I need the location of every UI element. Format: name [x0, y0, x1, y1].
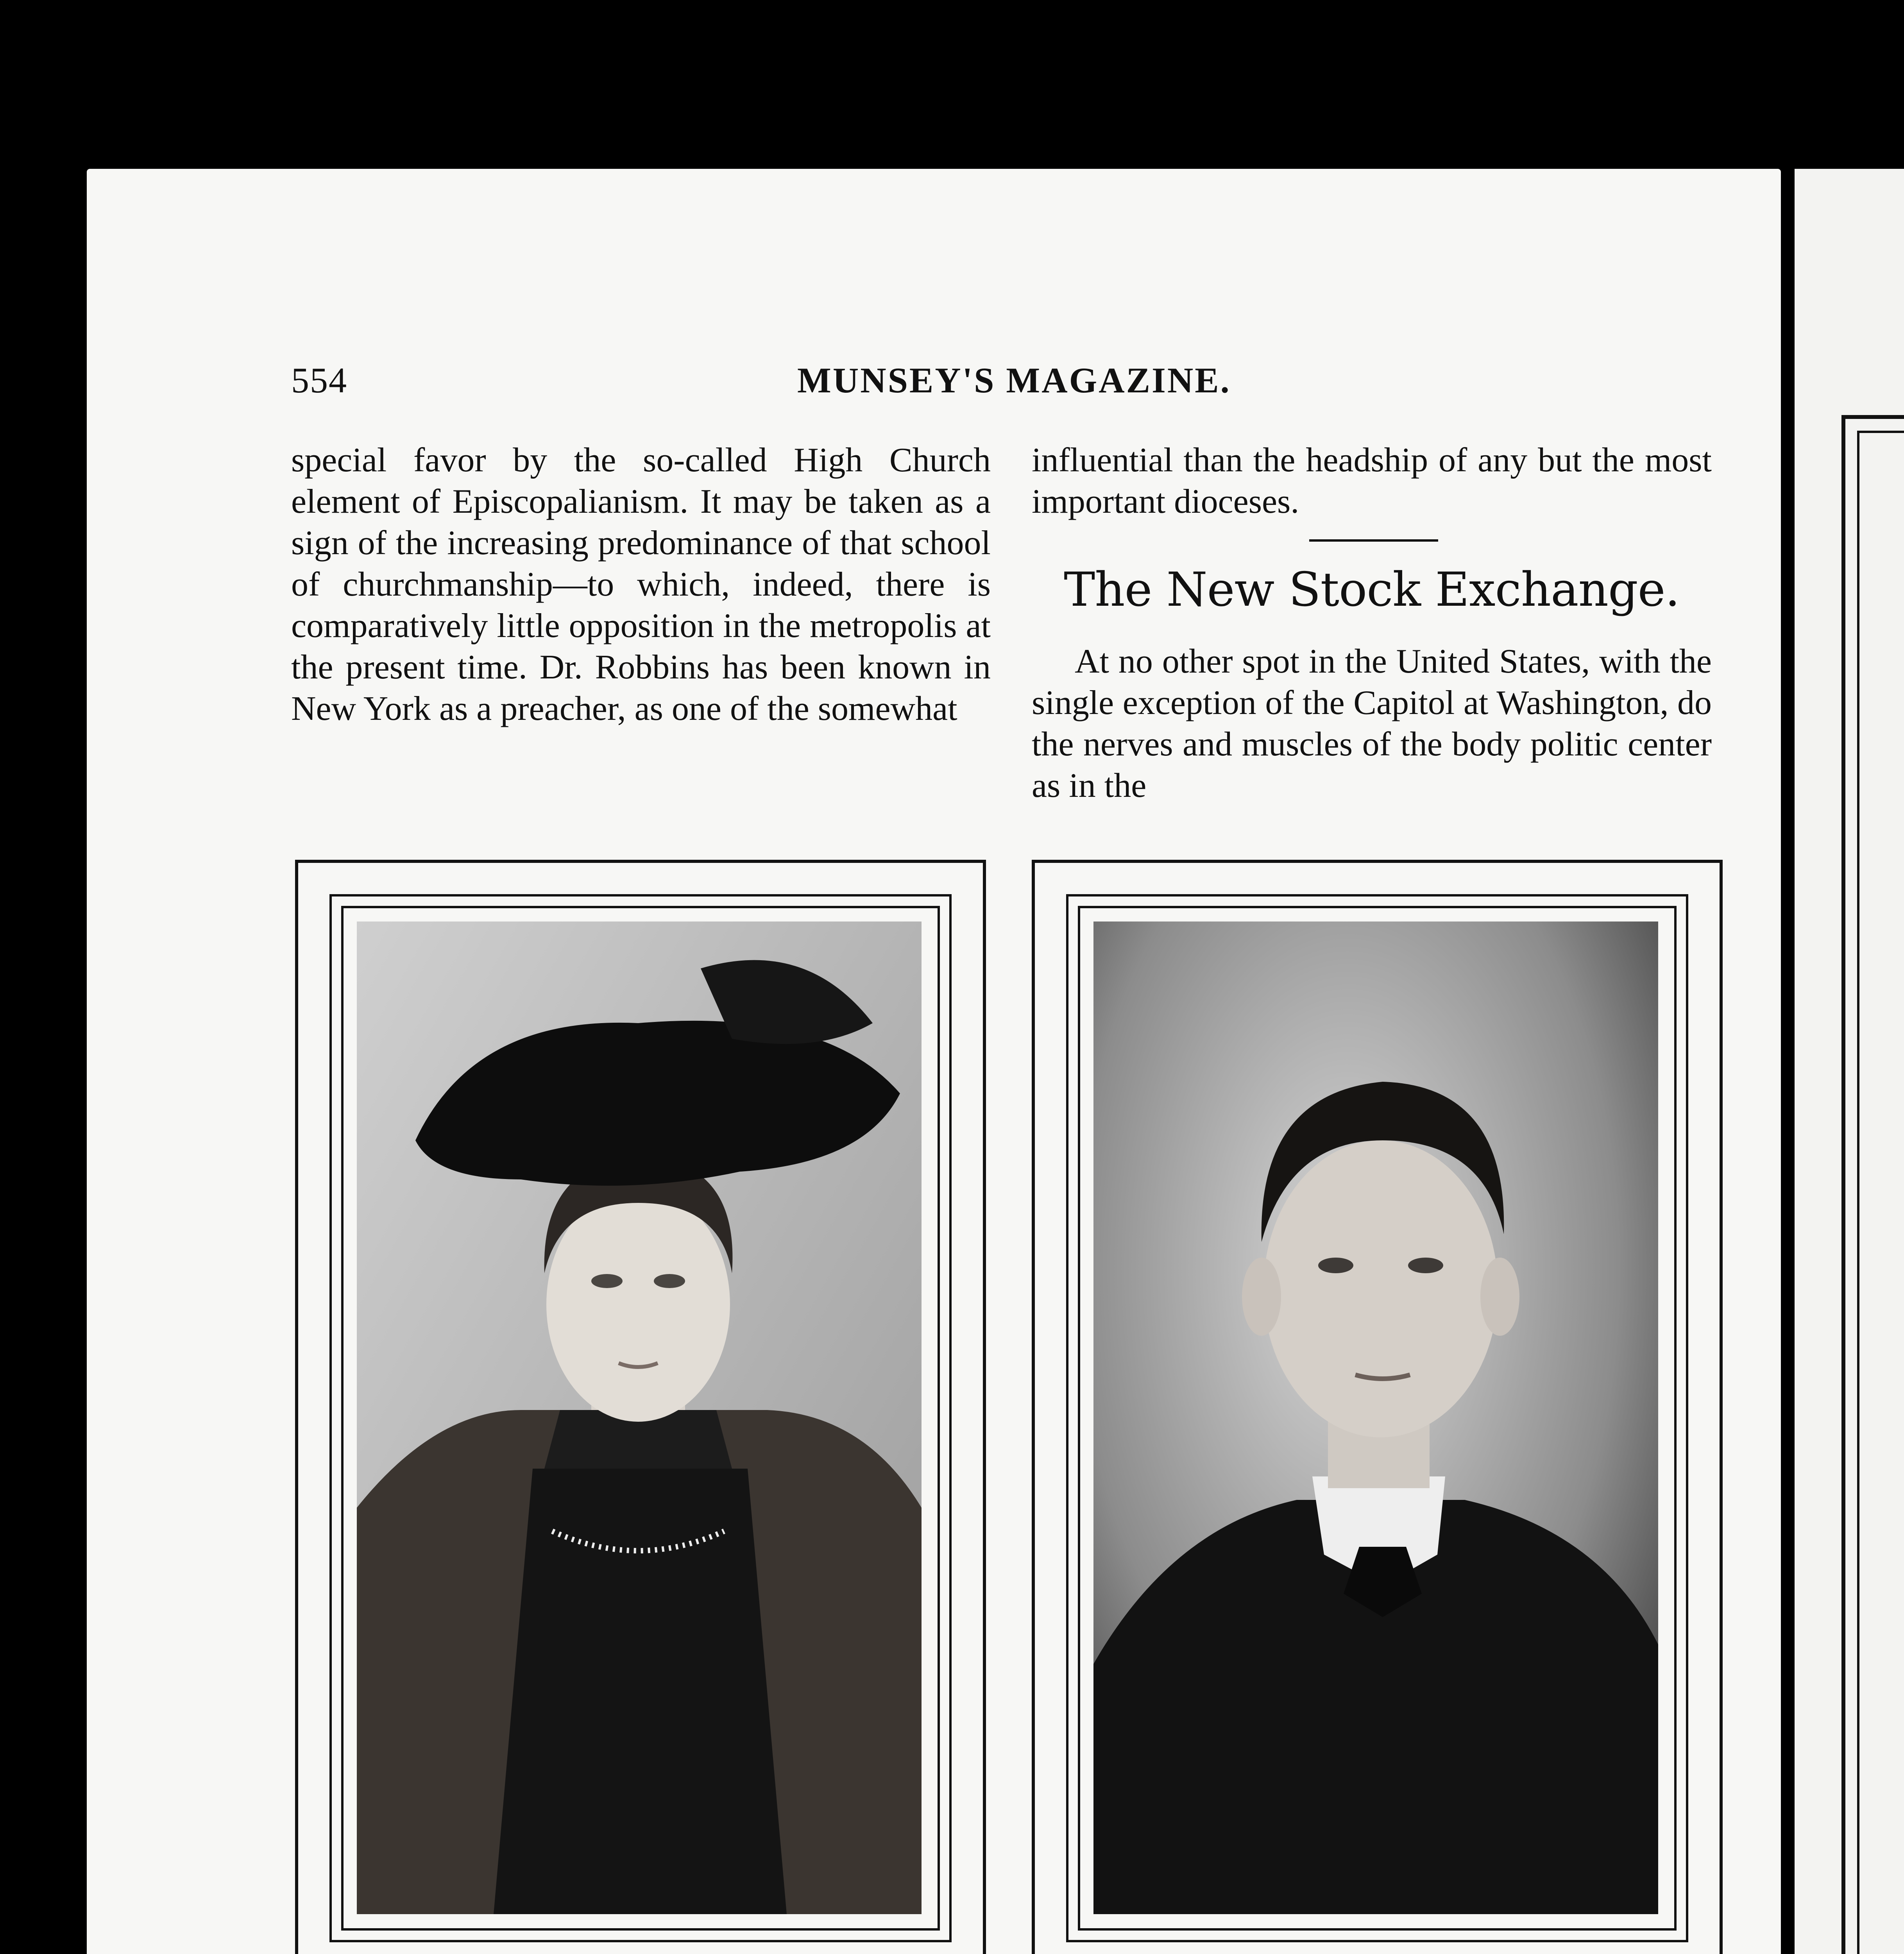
body-text: At no other spot in the United States, with the single exception of the Capitol at Washington, do the nerves and muscles of the body politic center as in the: [1032, 642, 1712, 805]
body-text: special favor by the so-called High Church element of Episcopalianism. It may be taken as a sign of the increasing predominance of that school of churchmanship—to which, indeed, there is comparatively little opposition in the metropolis at the present time. Dr. Robbins has been known in New York as a preacher, as one of the somewhat: [291, 441, 991, 728]
adjacent-page-frame-inner: [1857, 431, 1904, 1954]
section-heading: The New Stock Exchange.: [1064, 563, 1680, 617]
adjacent-page-edge: [1795, 169, 1904, 1954]
body-text: influential than the headship of any but the most important dioceses.: [1032, 441, 1712, 521]
column-1-top: [291, 440, 991, 730]
section-divider: [1309, 539, 1438, 542]
portrait-woman: [357, 922, 922, 1914]
photo-frame-left: [295, 860, 986, 1954]
photo-frame-right: [1032, 860, 1723, 1954]
magazine-title: MUNSEY'S MAGAZINE.: [797, 360, 1231, 400]
column-2-top: [1032, 440, 1712, 522]
column-2-top-paragraph: [1032, 641, 1712, 807]
portrait-man: [1093, 922, 1658, 1914]
page-number: 554: [291, 360, 347, 400]
